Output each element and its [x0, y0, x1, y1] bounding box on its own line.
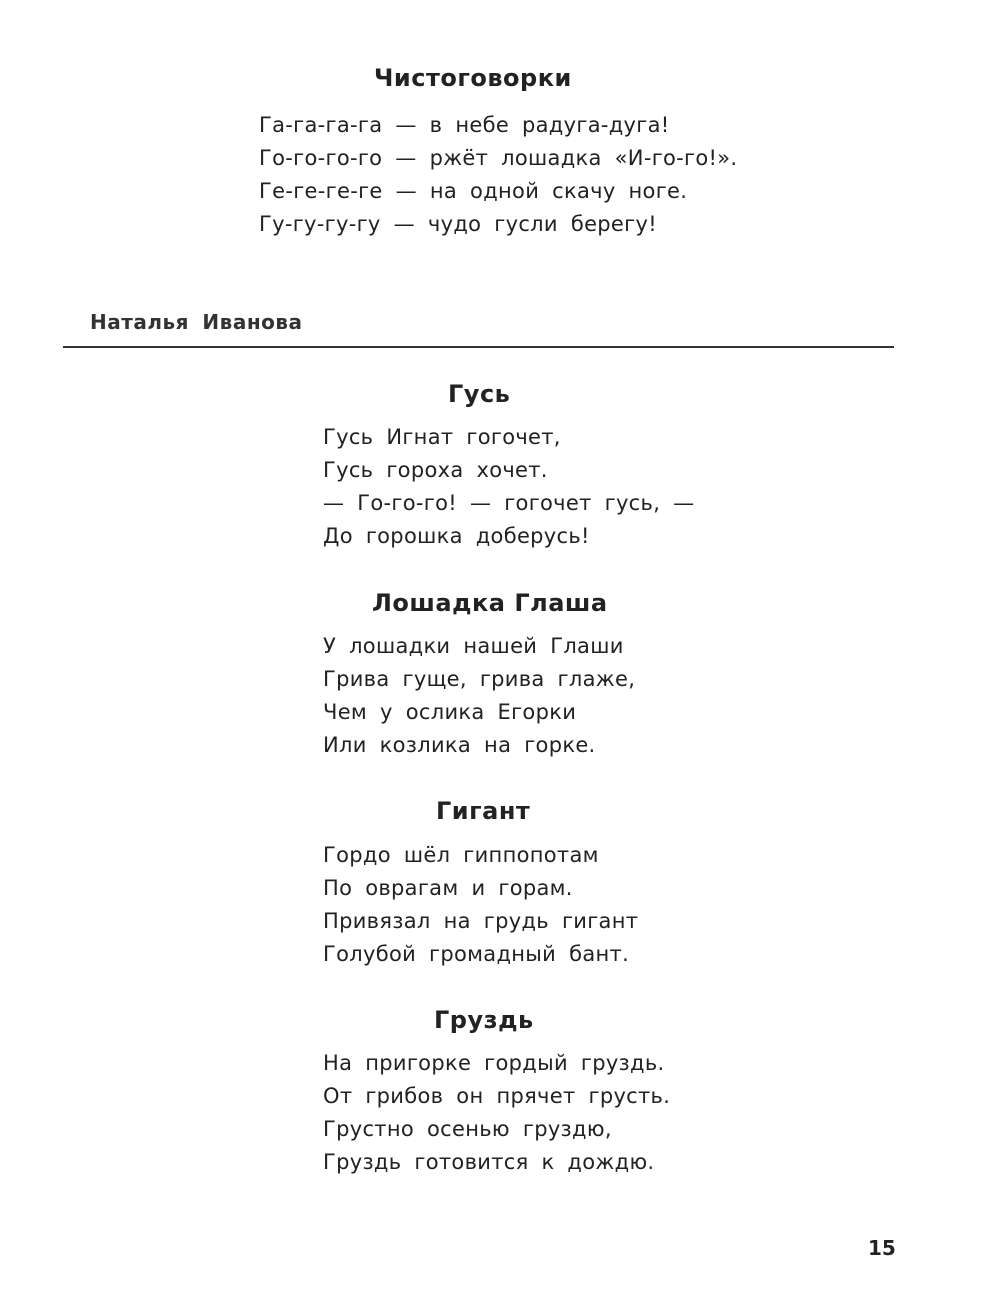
- tongue-twister-line: Го-го-го-го — ржёт лошадка «И-го-го!».: [259, 146, 738, 170]
- poem-title: Груздь: [434, 1006, 534, 1034]
- author-divider: [63, 346, 894, 348]
- poem-line: Груздь готовится к дождю.: [323, 1150, 655, 1174]
- tongue-twister-line: Ге-ге-ге-ге — на одной скачу ноге.: [259, 179, 688, 203]
- tongue-twister-line: Га-га-га-га — в небе радуга-дуга!: [259, 113, 670, 137]
- poem-line: Грустно осенью груздю,: [323, 1117, 612, 1141]
- poem-line: У лошадки нашей Глаши: [323, 634, 624, 658]
- poem-line: Привязал на грудь гигант: [323, 909, 639, 933]
- author-name: Наталья Иванова: [90, 310, 303, 334]
- poem-line: Гордо шёл гиппопотам: [323, 843, 599, 867]
- poem-title: Лошадка Глаша: [372, 589, 608, 617]
- page-number: 15: [868, 1236, 896, 1260]
- poem-line: Чем у ослика Егорки: [323, 700, 577, 724]
- poem-line: Гусь Игнат гогочет,: [323, 425, 561, 449]
- poem-line: Грива гуще, грива глаже,: [323, 667, 636, 691]
- poem-line: На пригорке гордый груздь.: [323, 1051, 665, 1075]
- tongue-twisters-title: Чистоговорки: [374, 64, 572, 92]
- tongue-twister-line: Гу-гу-гу-гу — чудо гусли берегу!: [259, 212, 657, 236]
- poem-line: От грибов он прячет грусть.: [323, 1084, 671, 1108]
- poem-line: — Го-го-го! — гогочет гусь, —: [323, 491, 695, 515]
- poem-line: Голубой громадный бант.: [323, 942, 630, 966]
- poem-title: Гигант: [436, 797, 531, 825]
- poem-line: По оврагам и горам.: [323, 876, 573, 900]
- poem-line: До горошка доберусь!: [323, 524, 590, 548]
- poem-line: Или козлика на горке.: [323, 733, 596, 757]
- poem-title: Гусь: [448, 380, 511, 408]
- poem-line: Гусь гороха хочет.: [323, 458, 548, 482]
